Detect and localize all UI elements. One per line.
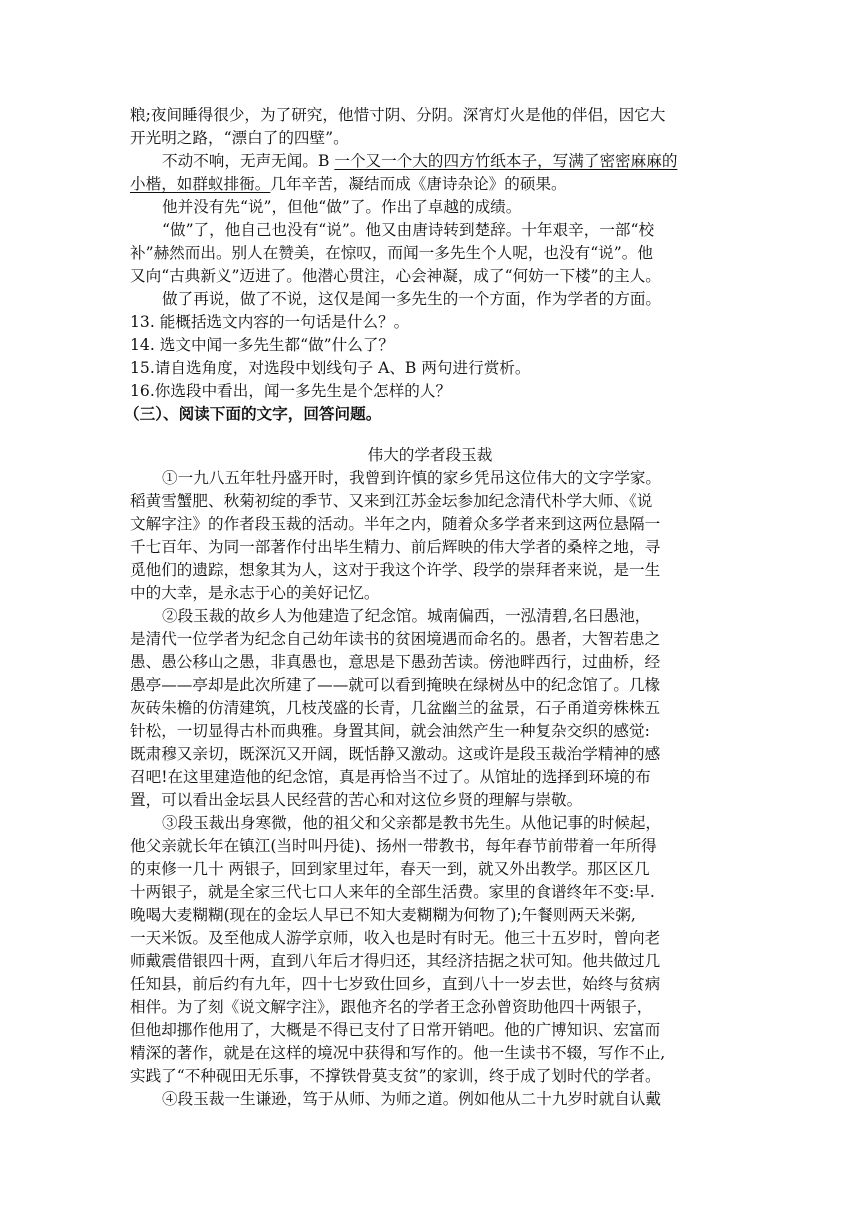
underlined-sentence-b: 一个又一个大的四方竹纸本子，写满了密密麻麻的 — [334, 152, 678, 170]
text-line: ③段玉裁出身寒微，他的祖父和父亲都是教书先生。从他记事的时候起， — [162, 814, 662, 832]
text-line: 师戴震借银四十两，直到八年后才得归还，其经济拮据之状可知。他共做过几 — [130, 952, 661, 970]
text-line: 千七百年、为同一部著作付出毕生精力、前后辉映的伟大学者的桑梓之地，寻 — [130, 538, 661, 556]
question-16: 16.你选段中看出，闻一多先生是个怎样的人？ — [130, 382, 452, 400]
text-line: 又向“古典新义”迈进了。他潜心贯注，心会神凝，成了“何妨一下楼”的主人。 — [130, 267, 661, 285]
text-line: 既肃穆又亲切，既深沉又开阔，既恬静又激动。这或许是段玉裁治学精神的感 — [130, 745, 661, 763]
text-line: 十两银子，就是全家三代七口人来年的全部生活费。家里的食谱终年不变:早. — [130, 883, 655, 901]
text-line: 稻黄雪蟹肥、秋菊初绽的季节、又来到江苏金坛参加纪念清代朴学大师、《说 — [130, 492, 653, 510]
text-line: 补”赫然而出。别人在赞美，在惊叹，而闻一多先生个人呢，也没有“说”。他 — [130, 244, 653, 262]
text-line: 灰砖朱檐的仿清建筑，几枝茂盛的长青，几盆幽兰的盆景，石子甬道旁株株五 — [130, 699, 661, 717]
text-line: 文解字注》的作者段玉裁的活动。半年之内，随着众多学者来到这两位悬隔一 — [130, 515, 661, 533]
text-line: 晚喝大麦糊糊(现在的金坛人早已不知大麦糊糊为何物了);午餐则两天米粥, — [130, 906, 636, 924]
section-heading: （三）、阅读下面的文字，回答问题。 — [124, 405, 382, 423]
text-line: ②段玉裁的故乡人为他建造了纪念馆。城南偏西，一泓清碧,名曰愚池， — [162, 607, 651, 625]
text-line: 开光明之路，“漂白了的四壁”。 — [130, 129, 349, 147]
text-line: 精深的著作，就是在这样的境况中获得和写作的。他一生读书不辍，写作不止, — [130, 1044, 666, 1062]
text-line: 针松，一切显得古朴而典雅。身置其间，就会油然产生一种复杂交织的感觉: — [130, 722, 650, 740]
text-line — [130, 173, 567, 195]
text-line: 做了再说，做了不说，这仅是闻一多先生的一个方面，作为学者的方面。 — [162, 290, 662, 308]
question-13: 13. 能概括选文内容的一句话是什么？。 — [130, 313, 410, 331]
text-line: 任知县，前后约有九年，四十七岁致仕回乡，直到八十一岁去世，始终与贫病 — [130, 975, 661, 993]
article-title: 伟大的学者段玉裁 — [367, 446, 493, 464]
text-line: 他父亲就长年在镇江(当时叫丹徒)、扬州一带教书，每年春节前带着一年所得 — [130, 837, 657, 855]
text-line: 实践了“不种砚田无乐事，不撑铁骨莫支贫”的家训，终于成了划时代的学者。 — [130, 1067, 661, 1085]
text-line: 召吧!在这里建造他的纪念馆，真是再恰当不过了。从馆址的选择到环境的布 — [130, 768, 651, 786]
text-segment: 几年辛苦，凝结而成《唐诗杂论》的硕果。 — [270, 175, 567, 193]
text-line: 中的大幸，是永志于心的美好记忆。 — [130, 584, 380, 602]
text-line: 觅他们的遗踪，想象其为人，这对于我这个许学、段学的崇拜者来说，是一生 — [130, 561, 661, 579]
text-line: 他并没有先“说”，但他“做”了。作出了卓越的成绩。 — [162, 198, 522, 216]
text-line: 愚亭——亭却是此次所建了——就可以看到掩映在绿树丛中的纪念馆了。几椽 — [130, 676, 661, 694]
text-line — [162, 150, 677, 172]
text-line: 但他却挪作他用了，大概是不得已支付了日常开销吧。他的广博知识、宏富而 — [130, 1021, 661, 1039]
text-line: 一天米饭。及至他成人游学京师，收入也是时有时无。他三十五岁时，曾向老 — [130, 929, 661, 947]
text-line: ④段玉裁一生谦逊，笃于从师、为师之道。例如他从二十九岁时就自认戴 — [162, 1090, 662, 1108]
text-line: 粮;夜间睡得很少，为了研究，他惜寸阴、分阴。深宵灯火是他的伴侣，因它大 — [130, 106, 666, 124]
text-segment: 不动不响，无声无闻。B — [162, 152, 335, 170]
underlined-sentence-b: 小楷，如群蚁排衙。 — [130, 175, 271, 193]
text-line: 置，可以看出金坛县人民经营的苦心和对这位乡贤的理解与崇敬。 — [130, 791, 583, 809]
question-15: 15.请自选角度，对选段中划线句子 A、B 两句进行赏析。 — [130, 359, 531, 377]
text-line: 是清代一位学者为纪念自己幼年读书的贫困境遇而命名的。愚者，大智若患之 — [130, 630, 661, 648]
text-line: 的束修一几十 两银子，回到家里过年，春天一到，就又外出教学。那区区几 — [130, 860, 650, 878]
text-line: “做”了，他自己也没有“说”。他又由唐诗转到楚辞。十年艰辛，一部“校 — [162, 221, 655, 239]
question-14: 14. 选文中闻一多先生都“做”什么了？ — [130, 336, 395, 354]
text-line: 相伴。为了刻《说文解字注》，跟他齐名的学者王念孙曾资助他四十两银子， — [130, 998, 653, 1016]
text-line: 愚、愚公移山之愚，非真愚也，意思是下愚劲苦读。傍池畔西行，过曲桥，经 — [130, 653, 661, 671]
text-line: ①一九八五年牡丹盛开时，我曾到许慎的家乡凭吊这位伟大的文字学家。 — [162, 469, 662, 487]
